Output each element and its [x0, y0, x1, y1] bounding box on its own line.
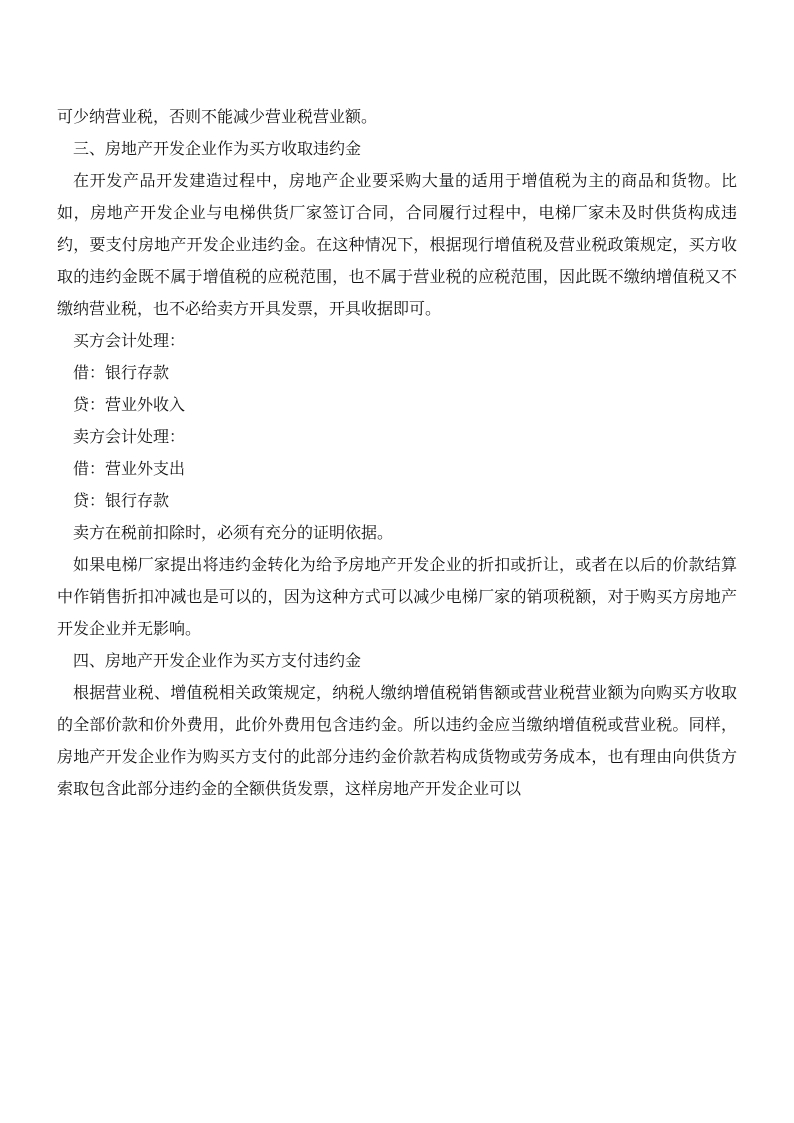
paragraph-seller-debit: 借：营业外支出	[73, 459, 186, 478]
paragraph-policy-basis: 根据营业税、增值税相关政策规定，纳税人缴纳增值税销售额或营业税营业额为向购买方收取的全部价款和价外费用，此价外费用包含违约金。所以违约金应当缴纳增值税或营业税。同样，房地产开发企业作为购买方支付的此部分违约金价款若构成货物或劳务成本，也有理由向供货方索取包含此部分违约金的全额供货发票，这样房地产开发企业可以	[57, 683, 737, 798]
paragraph-buyer-accounting-label: 买方会计处理：	[73, 331, 186, 350]
section-heading-three: 三、房地产开发企业作为买方收取违约金	[73, 139, 362, 158]
document-body	[57, 101, 737, 805]
paragraph-buyer-credit: 贷：营业外收入	[73, 395, 186, 414]
paragraph-seller-credit: 贷：银行存款	[73, 491, 170, 510]
paragraph-purchase-background: 在开发产品开发建造过程中，房地产企业要采购大量的适用于增值税为主的商品和货物。比如，房地产开发企业与电梯供货厂家签订合同，合同履行过程中，电梯厂家未及时供货构成违约，要支付房地产开发企业违约金。在这种情况下，根据现行增值税及营业税政策规定，买方收取的违约金既不属于增值税的应税范围，也不属于营业税的应税范围，因此既不缴纳增值税又不缴纳营业税，也不必给卖方开具发票，开具收据即可。	[57, 171, 737, 318]
paragraph-seller-accounting-label: 卖方会计处理：	[73, 427, 186, 446]
paragraph-continuation: 可少纳营业税，否则不能减少营业税营业额。	[57, 107, 378, 126]
paragraph-buyer-debit: 借：银行存款	[73, 363, 170, 382]
paragraph-seller-deduction-note: 卖方在税前扣除时，必须有充分的证明依据。	[73, 523, 394, 542]
paragraph-discount-option: 如果电梯厂家提出将违约金转化为给予房地产开发企业的折扣或折让，或者在以后的价款结算中作销售折扣冲减也是可以的，因为这种方式可以减少电梯厂家的销项税额，对于购买方房地产开发企业并无影响。	[57, 555, 737, 638]
section-heading-four: 四、房地产开发企业作为买方支付违约金	[73, 651, 362, 670]
